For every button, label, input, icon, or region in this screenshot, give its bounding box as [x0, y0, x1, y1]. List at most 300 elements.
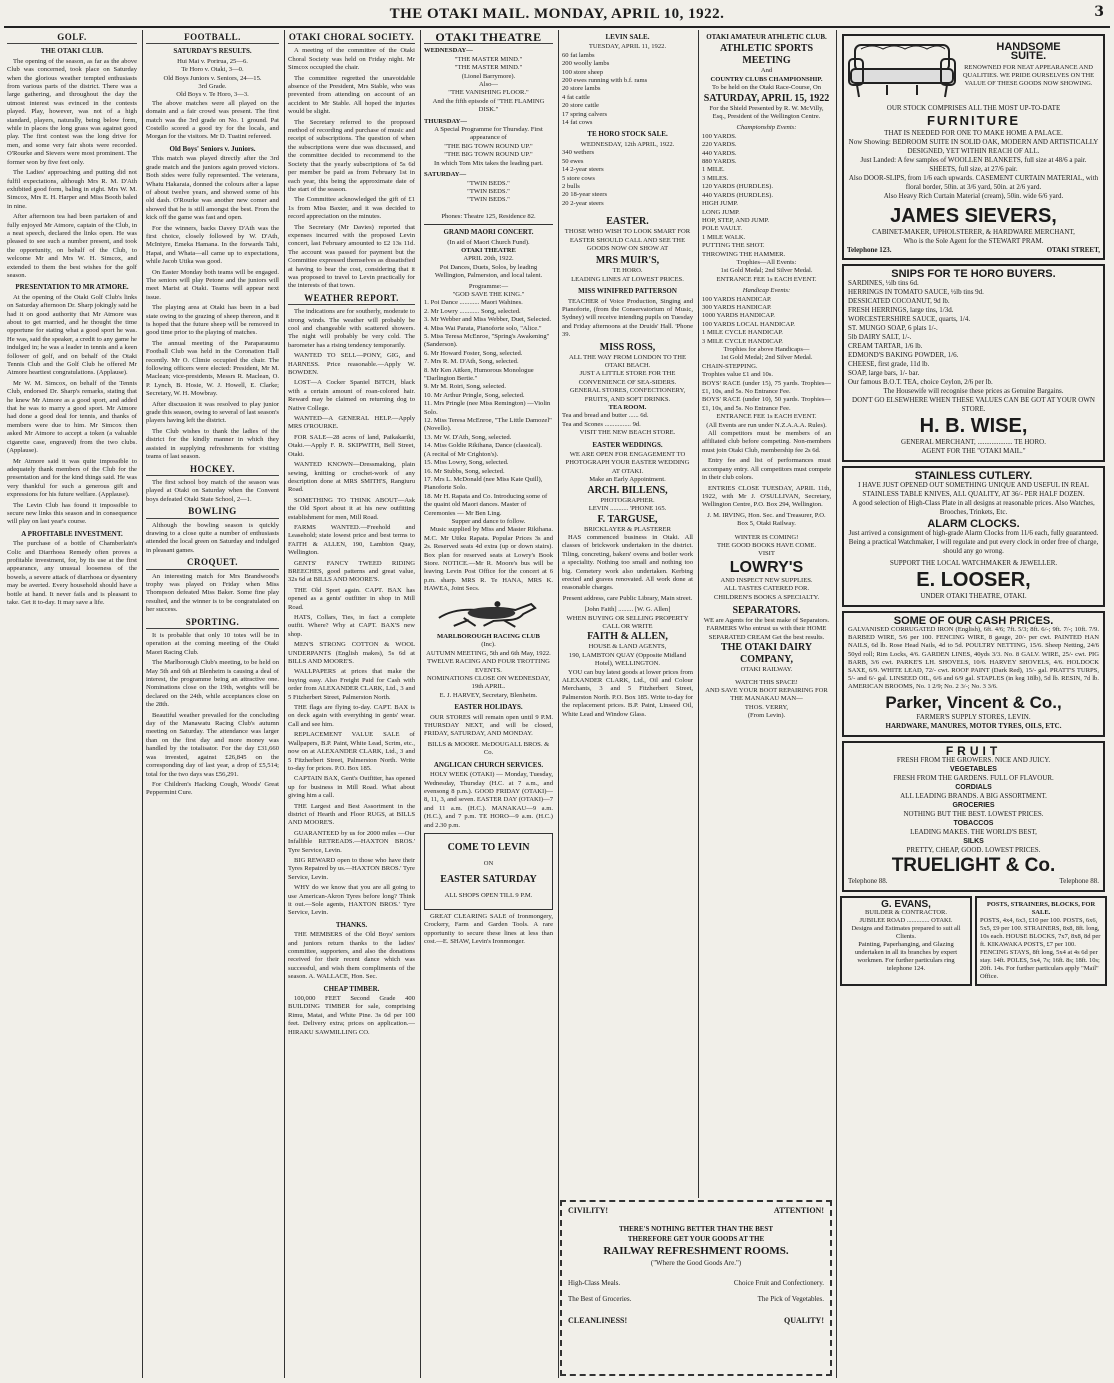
snip-item: EDMOND'S BAKING POWDER, 1/6. [848, 351, 959, 359]
stock-item: 200 woolly lambs [562, 60, 610, 68]
levin-box [424, 833, 553, 910]
club-heading: THE OTAKI CLUB. [40, 47, 104, 56]
concert-venue: OTAKI THEATRE [461, 246, 516, 254]
truelight-ad [842, 741, 1105, 892]
come-to-levin: COME TO LEVIN [447, 841, 530, 853]
separators-heading: SEPARATORS. [732, 604, 801, 616]
housewife-line: The Housewife will recognise these prices as Genuine Bargains. [883, 387, 1064, 395]
groceries-heading: GROCERIES [952, 801, 995, 809]
furniture-cream: Also Heavy Rich Curtain Material (cream), 50in. wide 6/6 yard. [883, 192, 1064, 200]
billens-title: PHOTOGRAPHER. [600, 496, 655, 504]
targuse-name: F. TARGUSE, [597, 513, 658, 525]
stock-item: 14 fat cows [562, 119, 593, 127]
article-paragraph: Mr Atmore said it was quite impossible to adequately thank members of the Club for the presentation and for the kind things said. He was very thankful for such a generous gift and expressions for his future welfare. (Applause). [7, 457, 137, 499]
article-paragraph: The above matches were all played on the domain and a fair crowd was present. The first match was the 3rd grade on No. 1 ground. Pat Costello scored a good try for the locals, and Morgan for the visitors. Mr D. Tuatini refereed. [146, 99, 279, 141]
classified-ad: THE Largest and Best Assortment in the district of Hearth and Floor RUGS, at BILLS AND MOORE'S. [288, 802, 415, 827]
racing-club: MARLBOROUGH RACING CLUB [437, 633, 540, 640]
film-note: In which Tom Mix takes the leading part. [434, 159, 543, 167]
quality-label: QUALITY! [783, 1316, 824, 1325]
column-advertisements [836, 30, 1110, 1378]
film-note: (Lionel Barrymore). [461, 72, 516, 80]
appointment-line: Make an Early Appointment. [589, 476, 666, 484]
programme-item: 13. Mr W. D'Ath, Song, selected. [424, 433, 512, 441]
tehoro-sale-heading: TE HORO STOCK SALE. [587, 130, 668, 139]
handicap-list [702, 296, 831, 346]
programme-item: 6. Mr Howard Foster, Song, selected. [424, 349, 523, 357]
article-paragraph: The Secretary (Mr Davies) reported that expenses incurred with the proposed Levin concert, last February amounted to £2 13s 11d. The account was passed for payment but the Committee expressed themselves as dissatisfied at having to bear the cost, considering that it was proposed to travel to Levin practically for the interests of that town. [288, 223, 415, 290]
stock-item: 5 store cows [562, 174, 595, 182]
snip-item: WORCESTERSHIRE SAUCE, quarts, 1/4. [848, 315, 971, 323]
article-paragraph: The Club wishes to thank the ladies of the district for the kindly manner in which they assisted in supplying refreshments for visiting teams of last season. [146, 427, 279, 461]
books-line: THE GOOD BOOKS HAVE COME. [717, 541, 816, 549]
article-paragraph: Beautiful weather prevailed for the concluding day of the Manawatu Racing Club's autumn meeting on Saturday. The attendance was larger than on the first day and more money was handled by the totalisator. For the day £31,660 was invested, against £26,845 on the corresponding day of last year, a drop of £5,514; total for the two days was £56,291. [146, 711, 279, 778]
entrance-fee: ENTRANCE FEE 1s EACH EVENT. [716, 413, 817, 421]
nzaaa-rules: (All Events are run under N.Z.A.A.A. Rules). [706, 421, 827, 429]
snip-item: DESSICATED COCOANUT, 9d lb. [848, 297, 950, 305]
film-title: "THE BIG TOWN ROUND UP." [444, 151, 533, 159]
stock-item: 50 ewes [562, 157, 584, 165]
groceries-text: NOTHING BUT THE BEST. LOWEST PRICES. [903, 809, 1044, 818]
snip-item: HERRINGS IN TOMATO SAUCE, ½lb tins 9d. [848, 288, 984, 296]
programme-item: 15. Miss Lowry, Song, selected. [424, 459, 509, 467]
article-paragraph: This match was played directly after the 3rd grade match and the juniors again proved victors. Both sides were fully represented. The veterans, Whatu Hakaraia, donned the colours after a lapse of about twelve years, and showed some of his old dash. O'Rourke was another new comer and showed that he is still amongst the best. From the kick off the game was fast and open. [146, 155, 279, 222]
trophy-label: Trophies—All Events: [736, 258, 797, 266]
stock-item: 20 2-year steers [562, 199, 604, 207]
handicap-medals: 1st Gold Medal; 2nd Silver Medal. [720, 354, 813, 362]
snip-item: SOAP, large bars, 1/- bar. [848, 369, 920, 377]
newspaper-title: THE OTAKI MAIL. MONDAY, APRIL 10, 1922. [389, 6, 725, 22]
stock-item: 340 wethers [562, 149, 595, 157]
day-label: SATURDAY— [424, 171, 467, 179]
sievers-trade: CABINET-MAKER, UPHOLSTERER, & HARDWARE MERCHANT, [872, 228, 1075, 236]
weddings-ad: WE ARE OPEN FOR ENGAGEMENT TO PHOTOGRAPH YOUR EASTER WEDDING AT OTAKI. [565, 451, 690, 475]
faith-lead: WHEN BUYING OR SELLING PROPERTY CALL OR WRITE [566, 614, 689, 630]
choral-heading: OTAKI CHORAL SOCIETY. [288, 33, 415, 44]
wise-agent: AGENT FOR THE "OTAKI MAIL." [921, 447, 1026, 455]
suite-desc: RENOWNED FOR NEAT APPEARANCE AND QUALITIES. WE PRIDE OURSELVES ON THE VALUE OF THESE GOODS NOW SHOWING. [962, 64, 1095, 87]
article-paragraph: The purchase of a bottle of Chamberlain's Colic and Diarrhoea Remedy often proves a profitable investment, for, by its use at the first appearance, any unusual looseness of the bowels, a severe attack of diarrhoea or dysentery may be averted. Every household should have a bottle at hand. It never fails and is pleasant to take. Get it to-day. It may save a life. [7, 540, 137, 606]
film-title: "THE BIG TOWN ROUND UP." [444, 142, 533, 150]
rr-slogan: ("Where the Good Goods Are.") [650, 1259, 742, 1267]
patterson-heading: MISS WINIFRED PATTERSON [578, 287, 677, 296]
classified-ad: REPLACEMENT VALUE SALE of Wallpapers, B.P. Paint, White Lead, Scrim, etc., now on at ALEXANDER CLARK, Ltd., 3 and 5 Fitzherbert Street, Palmerston North. Write to-day for prices. P.O. Box 185. [288, 731, 415, 772]
looser-ad [842, 466, 1105, 607]
phone-line: Phones: Theatre 125, Residence 82. [424, 213, 553, 225]
targuse-ad: HAS commenced business in Otaki. All classes of brickwork undertaken in the district. Tiling, concreting, bakers' ovens and boiler work a speciality. Nothing too small and nothing too big. Cemetery work also undertaken. Kerbing erected and graves renovated. All work done at reasonable charges. [562, 533, 693, 592]
concert-tail: Music supplied by Miss and Master Rikihana. M.C. Mr Utiku Rapata. Popular Prices 3s and 2s. Reserved seats 4d extra (up or down stairs). Box plan for reserved seats at Lowry's Book Store. NOTICE.—Mr R. Moore's bus will be leaving Levin Post Office for the concert at 6 p.m. sharp. MRS R. Te HANA, MRS K. HAWEA, Joint Secs. [424, 526, 553, 593]
stock-item: 20 store cattle [562, 102, 599, 110]
snip-item: SARDINES, ½lb tins 6d. [848, 279, 919, 287]
article-paragraph: Mr W. M. Simcox, on behalf of the Tennis Club, endorsed Dr. Sharp's remarks, stating that he knew Mr Atmore as a good sport, and added that he was to marry a good sport. Mr Atmore had done a good deal for tennis, and thanks of members were due to him. Mr Simcox then asked Mr Atmore to accept a token (a valuable cigarette case, engraved) from the two clubs. (Applause). [7, 379, 137, 455]
film-note: A Special Programme for Thursday. First appearance of [434, 126, 543, 142]
silks-text: PRETTY, CHEAP, GOOD. LOWEST PRICES. [906, 845, 1041, 854]
visit-line: VISIT [758, 550, 775, 558]
classified-ad: BIG REWARD open to those who have their Tyres Repaired by us.—HAXTON BROS.' Tyre Service, Levin. [288, 856, 415, 881]
rr-feature: The Best of Groceries. [568, 1295, 632, 1303]
furniture-landed: Just Landed: A few samples of WOOLLEN BLANKETS, full size at 48/6 a pair. [860, 156, 1087, 164]
cordials-heading: CORDIALS [955, 783, 992, 791]
weather-heading: WEATHER REPORT. [288, 294, 415, 305]
snip-item: ST. MUNGO SOAP, 6 plats 1/-. [848, 324, 938, 332]
lowrys-name: LOWRY'S [729, 558, 804, 576]
classified-ad: FARMS WANTED.—Freehold and Leasehold; state lowest price and best terms to FAITH & ALLEN, 190, Lambton Quay, Wellington. [288, 523, 415, 557]
posts-heading: POSTS, STRAINERS, BLOCKS, FOR SALE. [986, 900, 1096, 916]
sievers-street: OTAKI STREET, [1046, 246, 1100, 254]
hockey-heading: HOCKEY. [146, 465, 279, 476]
column-golf [4, 30, 140, 1378]
concert-sub: (In aid of Maori Church Fund). [447, 238, 530, 246]
patterson-ad: TEACHER of Voice Production, Singing and Pianoforte, (from the Conservatorium of Music, Sydney) will receive intending pupils on Tuesday and Friday afternoons at the Druids' Hall. 'Phone 39. [562, 297, 693, 339]
entries-close: ENTRIES CLOSE TUESDAY, APRIL 11th, 1922, with Mr J. O'SULLIVAN, Secretary, Wellington Centre, P.O. Box 294, Wellington. [702, 484, 831, 509]
classified-ad: CAPTAIN BAX, Gent's Outfitter, has opened up for business in Mill Road. What about giving him a call. [288, 775, 415, 800]
muir-ad: THOSE WHO WISH TO LOOK SMART FOR EASTER SHOULD CALL AND SEE THE GOODS NOW ON SHOW AT [564, 228, 691, 252]
stock-item: 60 fat lambs [562, 51, 595, 59]
sievers-name: JAMES SIEVERS, [890, 205, 1057, 227]
column-choral [284, 30, 418, 1378]
cleanliness-label: CLEANLINESS! [568, 1316, 628, 1325]
event-item: HIGH JUMP. [702, 200, 738, 208]
programme-item: 5. Miss Teresa McEnroe, "Spring's Awakening" (Sanderson). [424, 333, 550, 349]
event-item: 220 YARDS. [702, 141, 737, 149]
athletic-club-heading: OTAKI AMATEUR ATHLETIC CLUB. [706, 33, 827, 41]
article-paragraph: The Committee acknowledged the gift of £1 1s from Miss Baxter, and it was decided to record appreciation on the minutes. [288, 196, 415, 221]
furniture-heading: FURNITURE [926, 113, 1021, 128]
suite-label: SUITE. [1010, 50, 1047, 62]
article-paragraph: Although the bowling season is quickly drawing to a close quite a number of enthusiasts attended the local green on Saturday and indulged in pleasant games. [146, 521, 279, 554]
bowling-heading: BOWLING [146, 507, 279, 518]
fruit-heading: FRUIT [945, 743, 1002, 758]
cutlery-heading: STAINLESS CUTLERY. [914, 470, 1033, 482]
programme-item: 4. Miss Wai Parata, Pianoforte solo, "Alice." [424, 324, 542, 332]
film-title: "TWIN BEDS." [467, 187, 510, 195]
boot-repair: AND SAVE YOUR BOOT REPAIRING FOR THE MANAKAU MAN— [705, 687, 828, 703]
truelight-telephone: Telephone 88. [848, 876, 888, 885]
tea-price: Tea and bread and butter ...... 6d. [562, 412, 649, 420]
secretary-line: J. M. IRVING, Hon. Sec. and Treasurer, P.O. Box 5, Otaki Railway. [707, 511, 826, 528]
article-paragraph: After discussion it was resolved to play junior grade this season, owing to several of last season's players having left the district. [146, 400, 279, 425]
supper-line: Supper and dance to follow. [451, 517, 526, 525]
concert-heading: GRAND MAORI CONCERT. [443, 228, 534, 237]
article-paragraph: An interesting match for Mrs Brandwood's trophy was played on Friday when Miss Thompson defeated Miss Baker. Some fine play resulted, and the winner is to be congratulated on her success. [146, 572, 279, 614]
furniture-sheets: SHEETS, full size, at 27/6 pair. [929, 165, 1018, 173]
handicap-item: 300 YARDS HANDICAP. [702, 303, 772, 311]
tastes-line: ALL TASTES CATERED FOR. [723, 585, 810, 593]
film-title: "TWIN BEDS." [467, 196, 510, 204]
programme-item: 7. Mrs R. M. D'Ath, Song, selected. [424, 358, 519, 366]
visit-beach-store: VISIT THE NEW BEACH STORE. [579, 429, 676, 437]
ross-heading: MISS ROSS, [599, 341, 656, 353]
handicap-item: 1 MILE CYCLE HANDICAP. [702, 329, 783, 337]
result-line: Te Horo v. Otaki, 3—0. [181, 66, 244, 74]
tehoro-sale-date: WEDNESDAY, 12th APRIL, 1922. [580, 140, 675, 148]
event-item: POLE VAULT. [702, 225, 743, 233]
film-note: And the fifth episode of "THE FLAMING DISK." [432, 97, 545, 114]
racing-events: TWELVE RACING AND FOUR TROTTING EVENTS. [427, 658, 550, 674]
thanks-paragraph: THE MEMBERS of the Old Boys' seniors and juniors return thanks to the ladies' committee, supporters, and also the donations received for their recent dance which was successful, and wish them compliments of the season. A. WALLACE, Hon. Sec. [288, 931, 415, 981]
day-label: THURSDAY— [424, 117, 467, 125]
entry-rules: Entry fee and list of performances must accompany entry. All competitors must compete in their club colors. [702, 457, 831, 482]
weather-paragraph: The indications are for southerly, moderate to strong winds. The weather will probably be cool and changeable with scattered showers. The night will probably be very cold. The barometer has a rising tendency temporarily. [288, 308, 415, 349]
rr-name: RAILWAY REFRESHMENT ROOMS. [603, 1245, 789, 1257]
billens-phone: LEVIN ........... 'PHONE 165. [588, 505, 667, 513]
tea-room: TEA ROOM. [608, 404, 647, 412]
page-number: 3 [1094, 4, 1104, 20]
event-list [702, 133, 831, 259]
civility-label: CIVILITY! [568, 1206, 609, 1215]
stock-item: 17 spring calvers [562, 110, 608, 118]
programme-item: 16. Mr Stubbs, Song, selected. [424, 467, 505, 475]
masthead [0, 0, 1114, 28]
croquet-heading: CROQUET. [146, 558, 279, 569]
cutlery-text: I HAVE JUST OPENED OUT SOMETHING UNIQUE AND USEFUL IN REAL STAINLESS TABLE KNIVES, ALL QUALITY, AT 36/- PER HALF DOZEN. [858, 481, 1089, 498]
posts-ad [975, 896, 1107, 986]
film-title: "THE MASTER MIND." [454, 64, 523, 72]
stores-signature: BILLS & MOORE. McDOUGALL BROS. & Co. [427, 740, 550, 757]
stores-notice: OUR STORES will remain open until 9 P.M. THURSDAY NEXT, and will be closed, FRIDAY, SATURDAY, AND MONDAY. [424, 713, 553, 738]
shops-open: ALL SHOPS OPEN TILL 9 P.M. [444, 892, 533, 900]
result-line: Hui Mai v. Porirua, 25—6. [177, 57, 248, 65]
article-paragraph: The committee regretted the unavoidable absence of the President, Mrs Stable, who was prevented from attending on account of an accident to Mr Stable. All hoped the injuries would be slight. [288, 74, 415, 116]
winter-line: WINTER IS COMING! [734, 533, 799, 541]
timber-paragraph: 100,000 FEET Second Grade 400 BUILDING TIMBER for sale, comprising Rimu, Matai, and White Pine. 3s 6d per 100 feet. Delivery extra; prices on application.—HIRAKU SAWMILLING CO. [288, 995, 415, 1036]
theatre-heading: OTAKI THEATRE [424, 33, 553, 44]
snip-item: 5lb DAIRY SALT, 1/-. [848, 333, 912, 341]
article-paragraph: The Ladies' approaching and putting did not fulfil expectations, although Mrs R. M. D'Ath exhibited good form, baling in eight. Mrs W. M. Simcox, Mrs E. H. Harper and Miss Booth baled in nine. [7, 169, 137, 210]
article-paragraph: It is probable that only 10 totes will be in operation at the coming meeting of the Otaki Maori Racing Club. [146, 632, 279, 656]
handicap-label: Handicap Events: [742, 287, 791, 295]
racing-inc: (Inc). [481, 641, 496, 649]
cash-prices-heading: SOME OF OUR CASH PRICES. [893, 615, 1054, 627]
champ-label: Championship Events: [736, 124, 797, 132]
chain-trophies: Trophies value £1 and 10s. [702, 371, 774, 379]
event-item: PUTTING THE SHOT. [702, 242, 765, 250]
classified-ad: WANTED TO SELL—PONY, GIG, and HARNESS. Price reasonable.—Apply W. BOWDEN. [288, 352, 415, 377]
investment-heading: A PROFITABLE INVESTMENT. [21, 529, 123, 538]
golf-heading: GOLF. [7, 33, 137, 44]
sporting-heading: SPORTING. [146, 618, 279, 629]
classified-ad: WANTED—A GENERAL HELP.—Apply MRS O'ROURKE. [288, 415, 415, 431]
stock-item: 2 bulls [562, 182, 580, 190]
column-sports [142, 30, 282, 1378]
anglican-heading: ANGLICAN CHURCH SERVICES. [433, 760, 544, 769]
separators-agents: WE are Agents for the best make of Separators. [703, 616, 830, 624]
athletic-date: SATURDAY, APRIL 15, 1922 [703, 92, 830, 104]
classified-ad: GENTS' FANCY TWEED RIDING BREECHES, good patterns and great value, 32s 6d at BILLS AND MOORE'S. [288, 559, 415, 584]
furniture-need: THAT IS NEEDED FOR ONE TO MAKE HOME A PALACE. [884, 129, 1063, 137]
railway-refreshment-ad [560, 1200, 832, 1376]
parker-goods: HARDWARE, MANURES, MOTOR TYRES, OILS, ETC. [885, 721, 1062, 730]
programme-item: 9. Mr M. Roiri, Song, selected. [424, 383, 507, 391]
classified-ad: MEN'S STRONG COTTON & WOOL UNDERPANTS (English makes), 5s 6d at BILLS AND MOORE'S. [288, 641, 415, 666]
snips-heading: SNIPS FOR TE HORO BUYERS. [891, 268, 1056, 280]
classified-ad: THE flags are flying to-day. CAPT. BAX is on deck again with everything in gents' wear. Call and see him. [288, 704, 415, 728]
racing-meeting: AUTUMN MEETING, 5th and 6th May, 1922. [426, 649, 551, 657]
programme-item: 17. Mrs L. McDonald (nee Miss Kate Quill), Pianoforte Solo. [424, 475, 543, 492]
boys-race: BOYS' RACE (under 15), 75 yards. Trophies—£1, 10s, and 5s. No Entrance Fee. [702, 379, 831, 396]
chain-stepping: CHAIN-STEPPING. [702, 362, 758, 370]
concert-desc: Poi Dances, Duets, Solos, by leading Wellington, Palmerston, and local talent. [434, 263, 543, 280]
event-item: 120 YARDS (HURDLES). [702, 183, 774, 191]
stock-item: 4 fat cattle [562, 93, 590, 101]
clearing-sale: GREAT CLEARING SALE of Ironmongery, Crockery, Farm and Garden Tools. A rare opportunity to secure these lines at less than cost.—E. SHAW, Levin's Ironmonger. [424, 912, 553, 945]
sievers-ad [842, 34, 1105, 260]
ross-line: GENERAL STORES, CONFECTIONERY, FRUITS, AND SOFT DRINKS. [569, 387, 686, 403]
classified-ad: WALLPAPERS at prices that make the buying easy. Also Freight Paid for Cash with order from ALEXANDER CLARK, Ltd., 3 and 5 Fitzherbert Street, Palmerston North. [288, 668, 415, 701]
looser-address: UNDER OTAKI THEATRE, OTAKI. [920, 592, 1027, 600]
snip-item: Our famous B.O.T. TEA, choice Ceylon, 2/6 per lb. [848, 378, 993, 386]
bottom-ads [840, 896, 1107, 986]
article-paragraph: For the winners, backs Davey D'Ath was the first choice, closely followed by W. D'Ath, McIntyre, Emeka Hamana. In the forwards Tahi, Hapai, and Whata—all came up to expectations, while Jacob Utika was good. [146, 224, 279, 266]
cordials-text: ALL LEADING BRANDS. A BIG ASSORTMENT. [900, 791, 1047, 800]
column-sales [558, 30, 696, 1378]
event-item: 1 MILE WALK. [702, 233, 746, 241]
muir-tail: LEADING LINES AT LOWEST PRICES. [571, 275, 684, 283]
rr-feature: The Pick of Vegetables. [757, 1295, 824, 1303]
article-paragraph: The first school boy match of the season was played at Otaki on Saturday when the Convent boys defeated Otaki State School, 2—1. [146, 478, 279, 503]
evans-designs: Designs and Estimates prepared to suit all Clients. [851, 924, 961, 940]
levin-sale-heading: LEVIN SALE. [605, 33, 650, 41]
article-paragraph: A meeting of the committee of the Otaki Choral Society was held on Friday night. Mr Simcox occupied the chair. [288, 47, 415, 72]
result-line: Old Boys Juniors v. Seniors, 24—15. [163, 74, 262, 82]
boys-race: BOYS' RACE (under 10), 50 yards. Trophies—£1, 10s, and 5s. No Entrance Fee. [702, 396, 831, 412]
evans-address: JUBILEE ROAD .............. OTAKI. [859, 916, 953, 924]
veg-text: FRESH FROM THE GARDENS. FULL OF FLAVOUR. [893, 773, 1054, 782]
wise-merchant: GENERAL MERCHANT, .................... TE HORO. [901, 438, 1046, 446]
tea-price: Tea and Scones ................ 9d. [562, 420, 641, 428]
separators-farmers: FARMERS Who entrust us with their HOME SEPARATED CREAM Get the best results. [706, 625, 827, 641]
faith-allen: FAITH & ALLEN, [587, 631, 668, 643]
truelight-name: TRUELIGHT & Co. [891, 854, 1056, 876]
inspect-line: AND INSPECT NEW SUPPLIES. [720, 576, 813, 584]
event-item: HOP, STEP, AND JUMP. [702, 216, 770, 224]
programme-item: (A recital of Mr Crighton's). [424, 450, 499, 458]
sofa-illustration [847, 39, 957, 101]
event-item: 100 YARDS. [702, 132, 737, 140]
stock-item: 200 ewes running with b.f. rams [562, 77, 648, 85]
athletic-title: ATHLETIC SPORTS MEETING [719, 43, 814, 67]
event-item: 1 MILE. [702, 166, 725, 174]
fee-line: ENTRANCE FEE 1s EACH EVENT. [716, 275, 817, 283]
faith-agents: HOUSE & LAND AGENTS, [588, 643, 667, 651]
day-label: WEDNESDAY— [424, 47, 473, 55]
sievers-telephone: Telephone 123. [847, 246, 892, 254]
anglican-services: HOLY WEEK (OTAKI) — Monday, Tuesday, Wednesday, Thursday (H.C. at 7 a.m., and evensong 8 p.m.). GOOD FRIDAY (OTAKI)—8, 11, 3, and seven. EASTER DAY (OTAKI)—7 and 11 a.m. (H.C.). MANAKAU—9 a.m. (H.C.), and 7 p.m. TE HORO—9 a.m. (H.C.) and 2.30 p.m. [424, 771, 553, 829]
stock-list [562, 149, 693, 208]
programme-item: 12. Miss Teresa McEnroe, "The Little Damozel" (Novello). [424, 417, 552, 433]
verry-origin: (From Levin). [747, 712, 786, 720]
classified-ad: SOMETHING TO THINK ABOUT—Ask the Old Sport about it at his new outfitting establishment for men, Mill Road. [288, 496, 415, 521]
athletic-shield: For the Shield Presented by R. W. McVilly, Esq., President of the Wellington Centre. [709, 104, 824, 121]
film-title: "THE VANISHING FLOOR." [448, 89, 529, 97]
looser-name: E. LOOSER, [916, 569, 1031, 591]
stock-item: 20 store lambs [562, 85, 601, 93]
programme-list [424, 299, 553, 518]
dairy-name: THE OTAKI DAIRY [720, 642, 813, 654]
parker-ad [842, 611, 1105, 737]
classified-ads [288, 352, 415, 918]
handicap-item: 100 YARDS LOCAL HANDICAP. [702, 320, 795, 328]
medal-line: 1st Gold Medal; 2nd Silver Medal. [720, 267, 813, 275]
programme-item: 14. Miss Goldie Rikihana, Dance (classical). [424, 442, 542, 450]
targuse-address: Present address, care Public Library, Main street. [562, 594, 693, 602]
easter-heading: EASTER. [606, 216, 649, 228]
easter-saturday: EASTER SATURDAY [440, 874, 537, 886]
programme-item: 11. Mrs Pringle (nee Miss Remington) —Violin Solo. [424, 400, 551, 416]
on-label: ON [483, 859, 494, 867]
thanks-heading: THANKS. [335, 920, 368, 929]
handicap-item: 100 YARDS HANDICAP. [702, 295, 772, 303]
event-item: 880 YARDS. [702, 158, 737, 166]
programme-item: 2. Mr Lowry ............ Song, selected. [424, 307, 521, 315]
children-books: CHILDREN'S BOOKS A SPECIALTY. [713, 593, 820, 601]
tobaccos-text: LEADING MAKES. THE WORLD'S BEST, [910, 827, 1037, 836]
attention-label: ATTENTION! [773, 1206, 824, 1215]
alarm-text: Just arrived a consignment of high-grade Alarm Clocks from 11/6 each, fully guaranteed. Being a practical Watchmaker, I will regulate and put every clock in order free of charge, should any go wrong. [848, 529, 1099, 555]
programme-item: 10. Mr Arthur Pringle, Song, selected. [424, 391, 525, 399]
fruit-text: FRESH FROM THE GROWERS. NICE AND JUICY. [896, 755, 1051, 764]
concert-date: APRIL 20th, 1922. [463, 255, 514, 263]
article-paragraph: The Marlborough Club's meeting, to be held on May 5th and 6th at Blenheim is causing a deal of interest, the programme being an attractive one. Nominations close on the 19th, weights will be declared on the 24th, while acceptances close on the 28th. [146, 659, 279, 709]
snip-item: CREAM TARTAR, 1/6 lb. [848, 342, 923, 350]
parker-name: Parker, Vincent & Co., [885, 692, 1062, 712]
stock-list [562, 52, 693, 128]
racing-nominations: NOMINATIONS CLOSE ON WEDNESDAY, 19th APRIL. [427, 675, 550, 691]
snip-item: FRESH HERRINGS, large tins, 1/3d. [848, 306, 954, 314]
handicap-item: 3 MILE CYCLE HANDICAP. [702, 337, 783, 345]
plate-text: A good selection of High-Class Plate in all designs at reasonable prices. Also Watches, Brooches, Trinkets, Etc. [852, 499, 1095, 516]
rr-feature: High-Class Meals. [568, 1279, 621, 1287]
classified-ad: WANTED KNOWN—Dressmaking, plain sewing, knitting or crochet-work of any description done at MRS SMITH'S, Rangiuru Road. [288, 461, 415, 494]
evans-name: G. EVANS, [881, 898, 931, 910]
classified-ad: THE Old Sport again. CAPT. BAX has opened as a gents' outfitter in shop in Mill Road. [288, 586, 415, 611]
article-paragraph: The opening of the season, as far as the above Club was concerned, took place on Saturday when the glorious weather tempted enthusiasts from various parts of the district. There was a large gathering, and throughout the day the utmost interest was evinced in the contests played. Play, however, was not of a high standard, players, naturally, being below form, while in places the long grass was against good play. The first contest was the long drive for men, and some very fair shots were recorded. O'Rourke and Sievers were most prominent. The former won by five feet only. [7, 57, 137, 166]
article-paragraph: The Levin Club has found it impossible to secure new links this season and in consequence will play on last year's course. [7, 501, 137, 526]
programme-item: 18. Mr H. Rapata and Co. Introducing some of the quaint old Maori dances. Master of Ceremonies — Mr Ben Ling. [424, 492, 548, 517]
handicap-item: 1000 YARDS HANDICAP. [702, 312, 775, 320]
article-paragraph: The annual meeting of the Paraparaumu Football Club was held in the Coronation Hall recently. Mr O. Climie occupied the chair. The following officers were elected: President, Mr M. Maclean; vice-presidents, Messrs R. Maclean, O. P. Lynch, B. Hosie, W. J. Howell, E. Clarke; Secretary, W. H. Mowbray. [146, 339, 279, 398]
stock-item: 14 2-year steers [562, 166, 604, 174]
cash-prices-text: GALVANISED CORRUGATED IRON (English), 6ft. 4/6; 7ft. 5/3; 8ft. 6/-; 9ft. 7/-; 10ft. 7/9. BARBED WIRE, 5/6 per 100. FENCING WIRE, 8 gauge, 20/- per cwt. PAINTED HAN NAILS, 6d lb. Rose Head Nails, 4d to 5d. POULTRY NETTING, 15/6. Sheep Netting, 24/6 50yd roll; Rim Locks, 4/6. GARDEN LINES, 40yds 3/3. No. 8 GALV. WIRE, 25/- cwt. PIG BARB, 3/6 cwt. PARKE'S LH. SHOVELS, 10/6. HARVEY SHOVELS, 4/6. HOLDOCK SAXE, 6/9. WHITE LEAD, 72/- cwt. ROOF PAINT (Dark Red), 15/- gal. PRATT'S TURPS, 5/- and 6/- gal. LINSEED OIL, 6/6 and 6/9 gal. STAPLES (in keg 18lb), 5d lb. RESIN, 7d lb. AMERICAN BROOMS, No. 1 2/9; No. 2 3/-; No. 3 3/6. [848, 626, 1099, 691]
evans-trade: BUILDER & CONTRACTOR. [864, 908, 948, 916]
alarm-heading: ALARM CLOCKS. [927, 518, 1020, 530]
easter-holidays-heading: EASTER HOLIDAYS. [454, 703, 523, 712]
footer-ad: For Children's Hacking Cough, Woods' Great Peppermint Cure. [146, 780, 279, 797]
racing-secretary: E. J. HARVEY, Secretary, Blenheim. [439, 691, 538, 699]
rr-feature: Choice Fruit and Confectionery. [733, 1279, 824, 1287]
handsome-label: HANDSOME [996, 41, 1061, 53]
competitor-rules: All competitors must be members of an affiliated club before competing. Non-members must join Otaki Club, membership fee 2s 6d. [702, 430, 831, 454]
targuse-trade: BRICKLAYER & PLASTERER [584, 525, 671, 533]
dont-line: DON'T GO ELSEWHERE WHEN THESE VALUES CAN BE GOT AT YOUR OWN STORE. [852, 396, 1095, 413]
classified-ad: FOR SALE—28 acres of land, Paikakariki, Otaki.—Apply F. R. SKIPWITH, Bell Street, Otaki. [288, 433, 415, 458]
verry-name: THOS. VERRY, [744, 703, 789, 711]
rr-line: THERE'S NOTHING BETTER THAN THE BEST [619, 1225, 773, 1233]
event-item: 3 MILES. [702, 174, 729, 182]
levin-sale-date: TUESDAY, APRIL 11, 1922. [588, 43, 667, 51]
racehorse-illustration [424, 596, 553, 630]
tobaccos-heading: TOBACCOS [953, 819, 994, 827]
watch-space: WATCH THIS SPACE! [735, 678, 798, 686]
sievers-agent: Who is the Sole Agent for the STEWART PRAM. [903, 237, 1044, 245]
furniture-show: Now Showing: BEDROOM SUITE IN SOLID OAK, MODERN AND ARTISTICALLY DESIGNED, YET WITHIN REACH OF ALL. [848, 138, 1099, 155]
classified-ad: GUARANTEED by us for 2000 miles —Our Infallible RETREADS.—HAXTON BROS.' Tyre Service, Levin. [288, 829, 415, 854]
anthem: "GOD SAVE THE KING." [452, 290, 525, 298]
film-title: "TWIN BEDS." [467, 179, 510, 187]
classified-ad: LOST—A Cocker Spaniel BITCH, black with a certain amount of roan-colored hair. Reward may be claimed on returning dog to Native College. [288, 379, 415, 412]
football-heading: FOOTBALL. [146, 33, 279, 44]
programme-item: 8. Mr Ken Aitken, Humorous Monologue "Darlington Bertie." [424, 366, 534, 383]
veg-heading: VEGETABLES [950, 765, 997, 773]
